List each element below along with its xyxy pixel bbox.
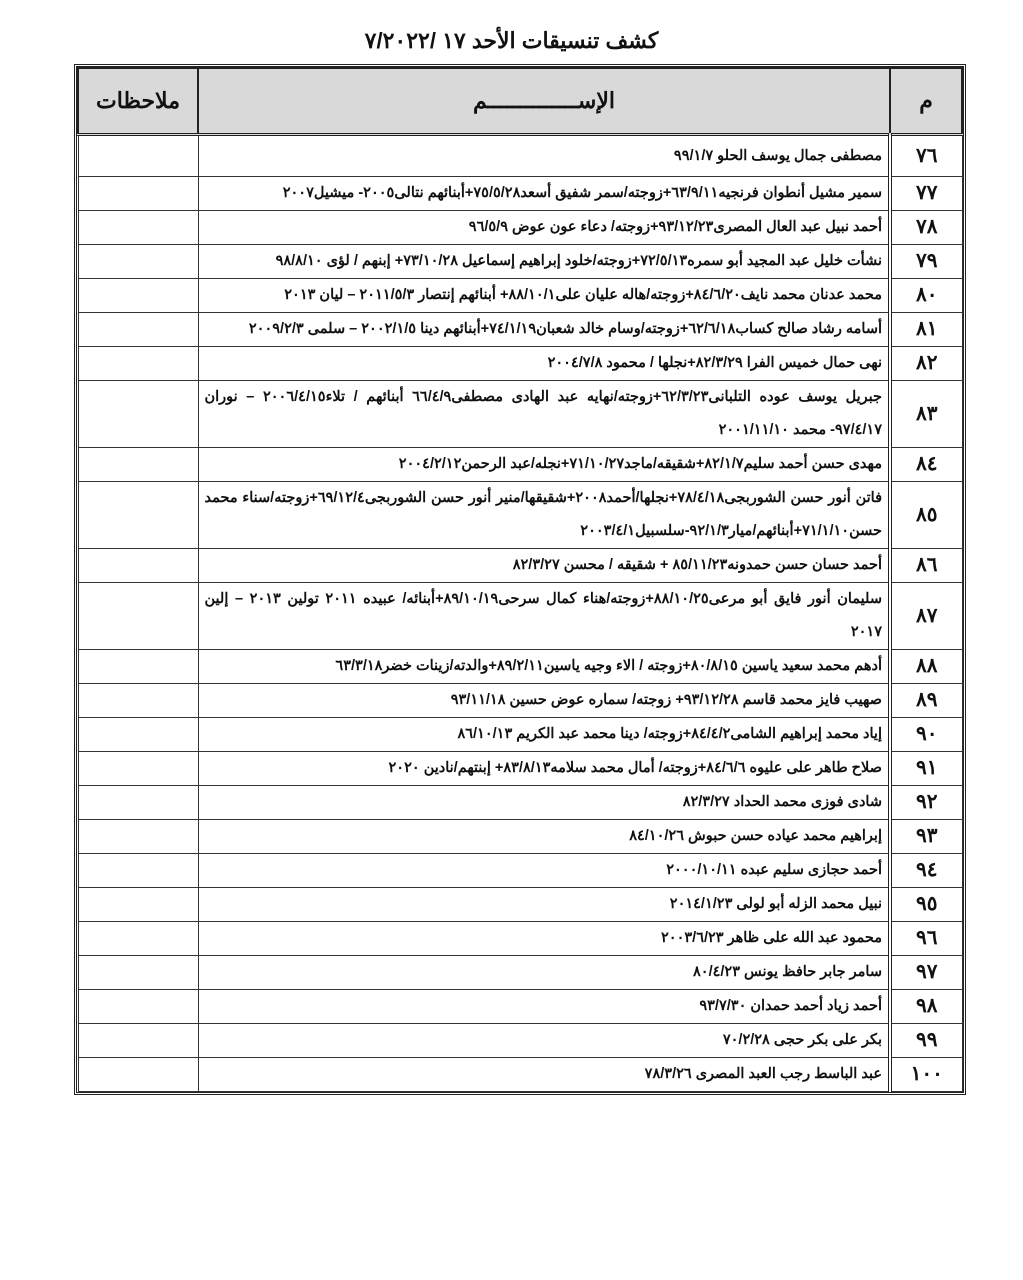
table-row xyxy=(78,752,962,786)
row-number: ٨٢ xyxy=(890,347,962,381)
row-number: ٩١ xyxy=(890,752,962,786)
row-notes xyxy=(78,1024,198,1058)
row-notes xyxy=(78,922,198,956)
row-notes xyxy=(78,854,198,888)
row-number: ٩٧ xyxy=(890,956,962,990)
row-number: ٧٩ xyxy=(890,245,962,279)
row-notes xyxy=(78,313,198,347)
row-name: صهيب فايز محمد قاسم ٩٣/١٢/٢٨+ زوجته/ سماره عوض حسين ٩٣/١١/١٨ xyxy=(198,684,890,718)
row-name: نهى حمال خميس الفرا ٨٢/٣/٢٩+نجلها / محمود ٢٠٠٤/٧/٨ xyxy=(198,347,890,381)
table-row xyxy=(78,177,962,211)
row-number: ٩٣ xyxy=(890,820,962,854)
table-row xyxy=(78,313,962,347)
table-row xyxy=(78,448,962,482)
row-notes xyxy=(78,448,198,482)
row-name: محمود عبد الله على ظاهر ٢٠٠٣/٦/٢٣ xyxy=(198,922,890,956)
row-name: شادى فوزى محمد الحداد ٨٢/٣/٢٧ xyxy=(198,786,890,820)
table-row xyxy=(78,718,962,752)
row-number: ٩٠ xyxy=(890,718,962,752)
row-notes xyxy=(78,684,198,718)
row-notes xyxy=(78,381,198,448)
table-header-row xyxy=(78,68,962,135)
row-number: ٨٦ xyxy=(890,549,962,583)
row-name: أحمد حجازى سليم عبده ٢٠٠٠/١٠/١١ xyxy=(198,854,890,888)
table-row xyxy=(78,211,962,245)
page-title: كشف تنسيقات الأحد ١٧ /٧/٢٠٢٢ xyxy=(364,28,659,53)
row-notes xyxy=(78,549,198,583)
row-number: ٩٥ xyxy=(890,888,962,922)
header-notes: ملاحظات xyxy=(78,68,198,135)
coordination-table xyxy=(74,64,966,1095)
row-number: ٨٩ xyxy=(890,684,962,718)
row-number: ٩٩ xyxy=(890,1024,962,1058)
row-notes xyxy=(78,211,198,245)
row-notes xyxy=(78,135,198,177)
row-notes xyxy=(78,583,198,650)
row-number: ٨٣ xyxy=(890,381,962,448)
table-row xyxy=(78,279,962,313)
row-number: ٧٨ xyxy=(890,211,962,245)
row-number: ٩٢ xyxy=(890,786,962,820)
row-name: أسامه رشاد صالح كساب٦٢/٦/١٨+زوجته/وسام خالد شعبان٧٤/١/١٩+أبنائهم دينا ٢٠٠٢/١/٥ – سلمى ٢٠٠٩/٢/٣ xyxy=(198,313,890,347)
table-row xyxy=(78,347,962,381)
row-name: نبيل محمد الزله أبو لولى ٢٠١٤/١/٢٣ xyxy=(198,888,890,922)
row-number: ٨٥ xyxy=(890,482,962,549)
row-notes xyxy=(78,990,198,1024)
row-name: بكر على بكر حجى ٧٠/٢/٢٨ xyxy=(198,1024,890,1058)
row-notes xyxy=(78,177,198,211)
table-row xyxy=(78,381,962,448)
row-name: أحمد نبيل عبد العال المصرى٩٣/١٢/٢٣+زوجته/ دعاء عون عوض ٩٦/٥/٩ xyxy=(198,211,890,245)
row-number: ١٠٠ xyxy=(890,1058,962,1092)
row-number: ٩٦ xyxy=(890,922,962,956)
row-number: ٨١ xyxy=(890,313,962,347)
row-name: سمير مشيل أنطوان فرنجيه٦٣/٩/١١+زوجته/سمر شفيق أسعد٧٥/٥/٢٨+أبنائهم نتالى٢٠٠٥- ميشيل٢٠٠٧ xyxy=(198,177,890,211)
row-number: ٧٧ xyxy=(890,177,962,211)
header-number: م xyxy=(890,68,962,135)
row-name: نشأت خليل عبد المجيد أبو سمره٧٢/٥/١٣+زوجته/خلود إبراهيم إسماعيل ٧٣/١٠/٢٨+ إبنهم / لؤى ٩٨/٨/١٠ xyxy=(198,245,890,279)
row-notes xyxy=(78,279,198,313)
table-row xyxy=(78,684,962,718)
row-notes xyxy=(78,888,198,922)
row-name: مهدى حسن أحمد سليم٨٢/١/٧+شقيقه/ماجد٧١/١٠/٢٧+نجله/عبد الرحمن٢٠٠٤/٢/١٢ xyxy=(198,448,890,482)
table-row xyxy=(78,583,962,650)
table-row xyxy=(78,956,962,990)
row-name: فاتن أنور حسن الشوربجى٧٨/٤/١٨+نجلها/أحمد٢٠٠٨+شقيقها/منير أنور حسن الشوربجى٦٩/١٢/٤+زوجته/سناء محمد حسن٧١/١/١٠+أبنائهم/ميار٩٢/١/٣-سلسبيل٢٠٠٣/٤/١ xyxy=(198,482,890,549)
row-notes xyxy=(78,956,198,990)
row-name: صلاح طاهر على عليوه ٨٤/٦/٦+زوجته/ أمال محمد سلامه٨٣/٨/١٣+ إبنتهم/نادين ٢٠٢٠ xyxy=(198,752,890,786)
row-number: ٨٨ xyxy=(890,650,962,684)
row-name: مصطفى جمال يوسف الحلو ٩٩/١/٧ xyxy=(198,135,890,177)
row-number: ٨٤ xyxy=(890,448,962,482)
row-name: إبراهيم محمد عياده حسن حبوش ٨٤/١٠/٢٦ xyxy=(198,820,890,854)
row-name: سليمان أنور فايق أبو مرعى٨٨/١٠/٢٥+زوجته/هناء كمال سرحى٨٩/١٠/١٩+أبنائه/ عبيده ٢٠١١ تولين ٢٠١٣ – إلين ٢٠١٧ xyxy=(198,583,890,650)
row-name: محمد عدنان محمد نايف٨٤/٦/٢٠+زوجته/هاله عليان على٨٨/١٠/١+ أبنائهم إنتصار ٢٠١١/٥/٣ – ليان ٢٠١٣ xyxy=(198,279,890,313)
row-name: جبريل يوسف عوده التلبانى٦٢/٣/٢٣+زوجته/نهايه عبد الهادى مصطفى٦٦/٤/٩ أبنائهم / تلاء٢٠٠٦/٤/١٥ – نوران ٩٧/٤/١٧- محمد ٢٠٠١/١١/١٠ xyxy=(198,381,890,448)
row-name: عبد الباسط رجب العبد المصرى ٧٨/٣/٢٦ xyxy=(198,1058,890,1092)
table-row xyxy=(78,820,962,854)
table-row xyxy=(78,786,962,820)
row-notes xyxy=(78,752,198,786)
row-notes xyxy=(78,820,198,854)
table-row xyxy=(78,1024,962,1058)
table-row xyxy=(78,854,962,888)
table-row xyxy=(78,922,962,956)
row-number: ٩٤ xyxy=(890,854,962,888)
row-number: ٩٨ xyxy=(890,990,962,1024)
row-notes xyxy=(78,650,198,684)
table-row xyxy=(78,650,962,684)
table-row xyxy=(78,990,962,1024)
row-name: أحمد حسان حسن حمدونه٨٥/١١/٢٣ + شقيقه / محسن ٨٢/٣/٢٧ xyxy=(198,549,890,583)
row-notes xyxy=(78,1058,198,1092)
table-row xyxy=(78,1058,962,1092)
row-notes xyxy=(78,786,198,820)
row-name: إياد محمد إبراهيم الشامى٨٤/٤/٢+زوجته/ دينا محمد عبد الكريم ٨٦/١٠/١٣ xyxy=(198,718,890,752)
table-row xyxy=(78,135,962,177)
table-row xyxy=(78,888,962,922)
row-number: ٨٠ xyxy=(890,279,962,313)
header-name: الإســــــــــــــم xyxy=(198,68,890,135)
row-notes xyxy=(78,245,198,279)
row-number: ٨٧ xyxy=(890,583,962,650)
row-name: سامر جابر حافظ يونس ٨٠/٤/٢٣ xyxy=(198,956,890,990)
table-row xyxy=(78,245,962,279)
row-notes xyxy=(78,718,198,752)
table-row xyxy=(78,549,962,583)
row-name: أحمد زياد أحمد حمدان ٩٣/٧/٣٠ xyxy=(198,990,890,1024)
row-notes xyxy=(78,347,198,381)
row-notes xyxy=(78,482,198,549)
row-name: أدهم محمد سعيد ياسين ٨٠/٨/١٥+زوجته / الاء وجيه ياسين٨٩/٢/١١+والدته/زينات خضر٦٣/٣/١٨ xyxy=(198,650,890,684)
table-row xyxy=(78,482,962,549)
row-number: ٧٦ xyxy=(890,135,962,177)
